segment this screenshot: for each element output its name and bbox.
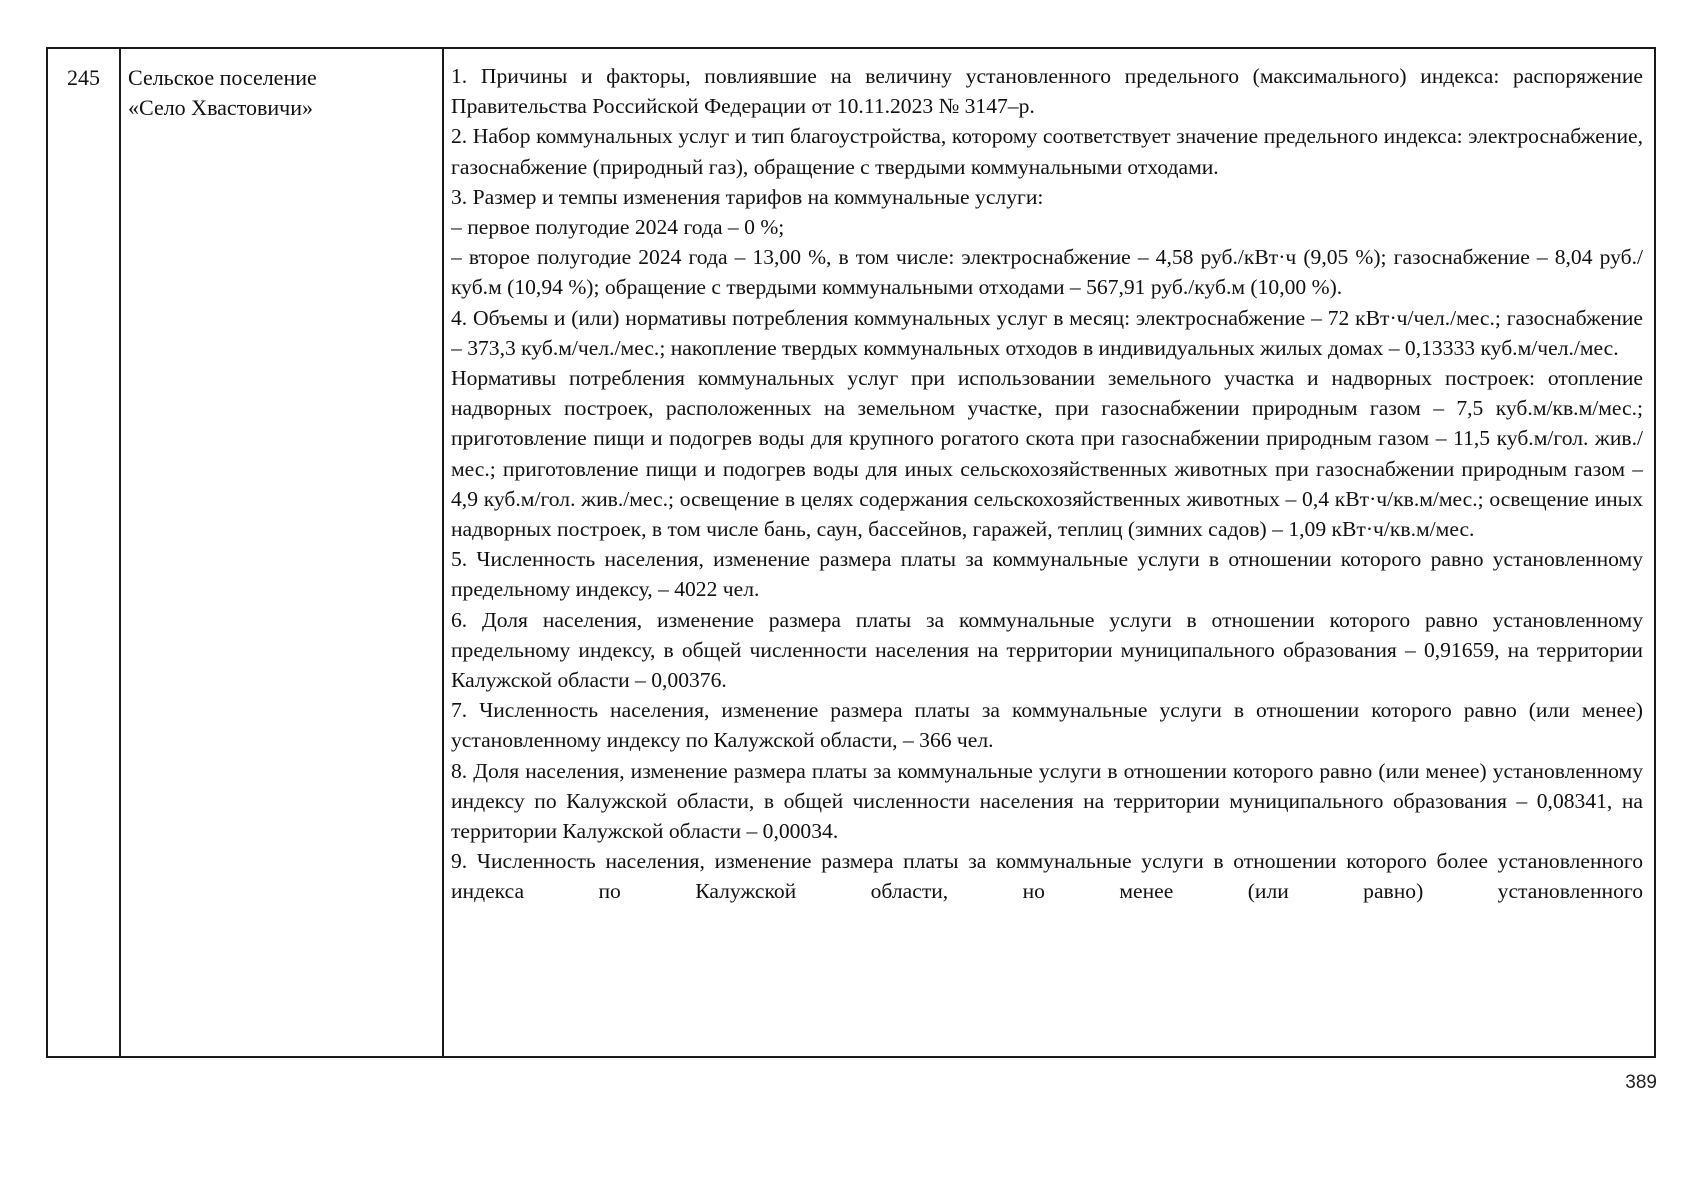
settlement-type: Сельское поселение xyxy=(128,65,317,90)
paragraph-5-population: 5. Численность населения, изменение размера платы за коммунальные услуги в отношении которого равно установленному предельному индексу, – 4022 чел. xyxy=(451,547,1643,602)
document-table xyxy=(46,47,1656,1058)
settlement-title: «Село Хвастовичи» xyxy=(128,95,314,120)
page-number: 389 xyxy=(1625,1072,1657,1093)
row-number: 245 xyxy=(67,65,100,90)
paragraph-4-volumes: 4. Объемы и (или) нормативы потребления коммунальных услуг в месяц: электроснабжение – 72 кВт·ч/чел./мес.; газоснабжение – 373,3 куб.м/чел./мес.; накопление твердых коммунальных отходов в индивидуальных жилых домах – 0,13333 куб.м/чел./мес. xyxy=(451,305,1643,360)
paragraph-8-share: 8. Доля населения, изменение размера платы за коммунальные услуги в отношении которого равно (или менее) установленному индексу по Калужской области, в общей численности населения на территории муниципального образования – 0,08341, на территории Калужской области – 0,00034. xyxy=(451,758,1643,844)
column-divider-settlement xyxy=(442,49,444,1056)
paragraph-9-population: 9. Численность населения, изменение размера платы за коммунальные услуги в отношении которого более установленного индекса по Калужской области, но менее (или равно) установленного xyxy=(451,849,1643,904)
column-divider-number xyxy=(119,49,121,1056)
paragraph-3-second-half: – второе полугодие 2024 года – 13,00 %, в том числе: электроснабжение – 4,58 руб./кВт·ч (9,05 %); газоснабжение – 8,04 руб./куб.м (10,94 %); обращение с твердыми коммунальными отходами – 567,91 руб./куб.м (10,00 %). xyxy=(451,245,1643,300)
paragraph-2-services: 2. Набор коммунальных услуг и тип благоустройства, которому соответствует значение предельного индекса: электроснабжение, газоснабжение (природный газ), обращение с твердыми коммунальными отходами. xyxy=(451,124,1643,179)
paragraph-3-first-half: – первое полугодие 2024 года – 0 %; xyxy=(451,215,785,240)
paragraph-3-tariffs: 3. Размер и темпы изменения тарифов на коммунальные услуги: xyxy=(451,184,1044,209)
paragraph-7-population: 7. Численность населения, изменение размера платы за коммунальные услуги в отношении которого равно (или менее) установленному индексу по Калужской области, – 366 чел. xyxy=(451,698,1643,753)
details-cell xyxy=(451,61,1643,1051)
paragraph-4-land-norms: Нормативы потребления коммунальных услуг при использовании земельного участка и надворных построек: отопление надворных построек, расположенных на земельном участке, при газоснабжении природным газом – 7,5 куб.м/кв.м/мес.; приготовление пищи и подогрев воды для крупного рогатого скота при газоснабжении природным газом – 11,5 куб.м/гол. жив./мес.; приготовление пищи и подогрев воды для иных сельскохозяйственных животных при газоснабжении природным газом – 4,9 куб.м/гол. жив./мес.; освещение в целях содержания сельскохозяйственных животных – 0,4 кВт·ч/кв.м/мес.; освещение иных надворных построек, в том числе бань, саун, бассейнов, гаражей, теплиц (зимних садов) – 1,09 кВт·ч/кв.м/мес. xyxy=(451,366,1643,542)
paragraph-1-reasons: 1. Причины и факторы, повлиявшие на величину установленного предельного (максимального) индекса: распоряжение Правительства Российской Федерации от 10.11.2023 № 3147–р. xyxy=(451,64,1643,119)
settlement-name xyxy=(128,63,438,123)
paragraph-6-share: 6. Доля населения, изменение размера платы за коммунальные услуги в отношении которого равно установленному предельному индексу, в общей численности населения на территории муниципального образования – 0,91659, на территории Калужской области – 0,00376. xyxy=(451,607,1643,693)
